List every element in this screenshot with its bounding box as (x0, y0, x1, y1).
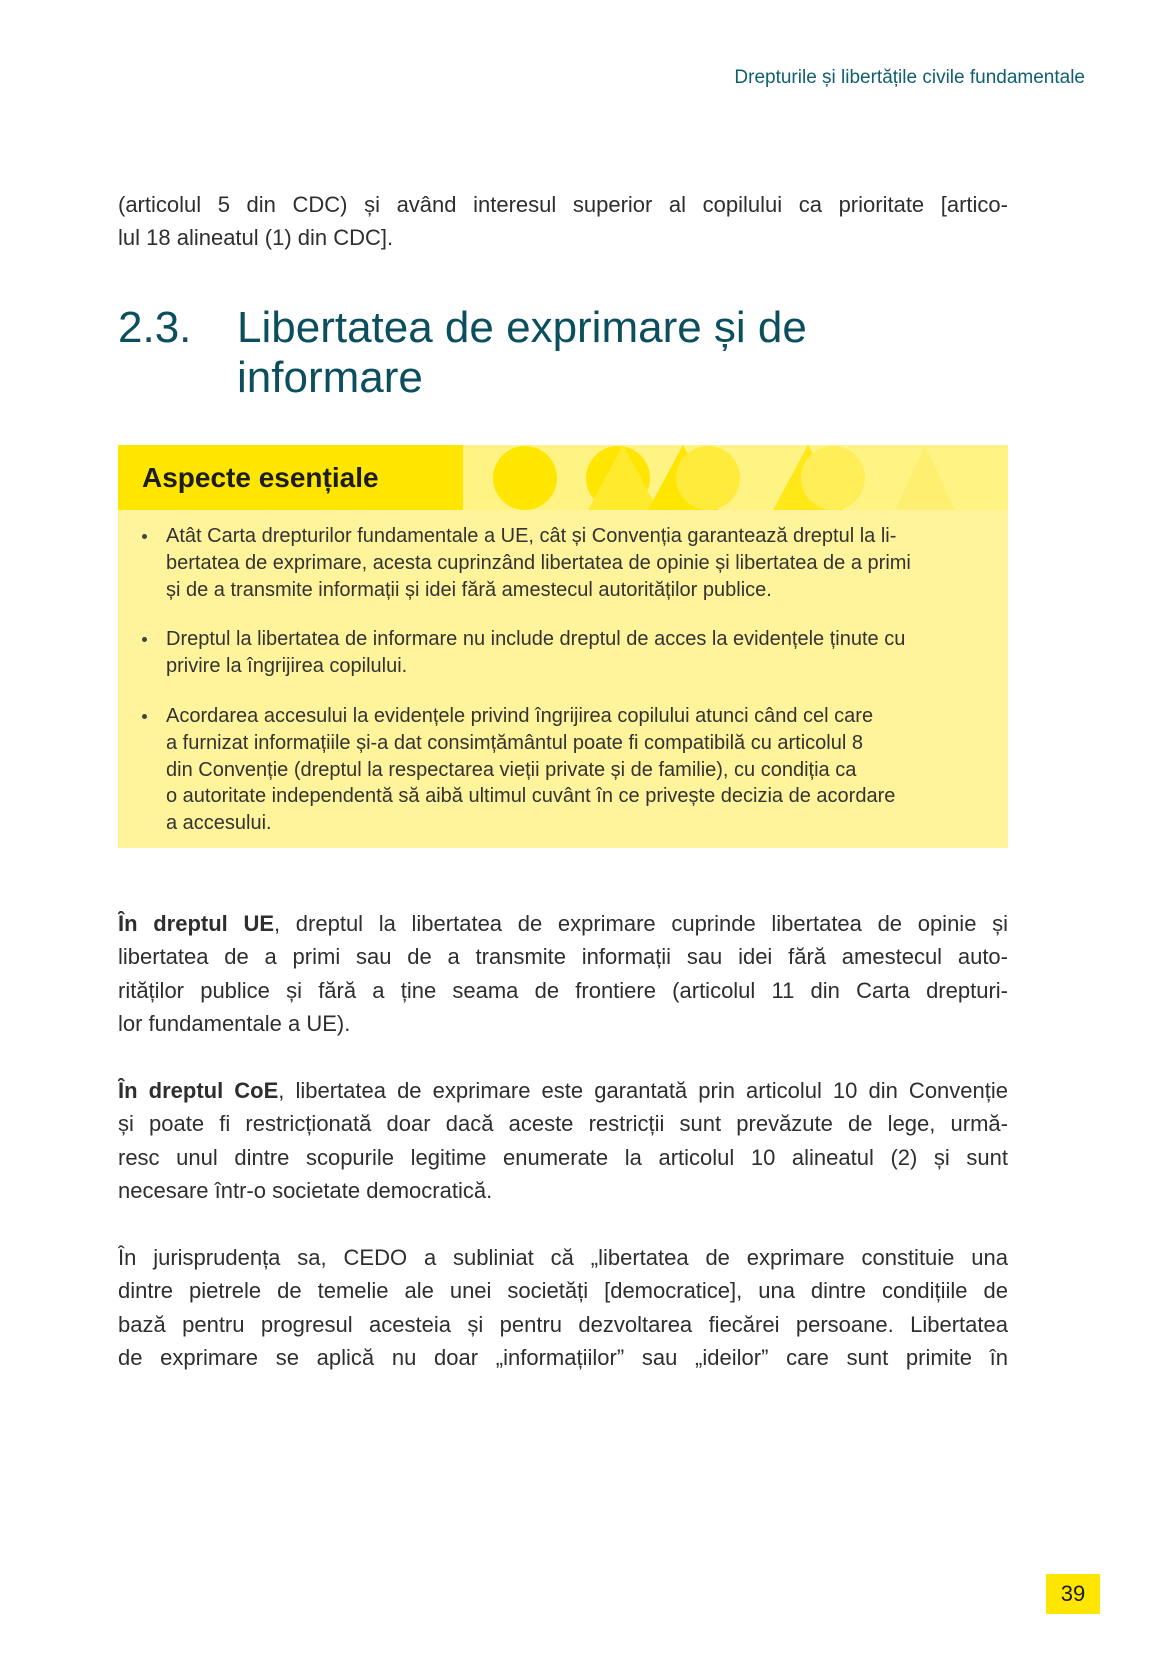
intro-line: (articolul 5 din CDC) și având interesul superior al copilului ca prioritate [artico- (118, 192, 1008, 217)
paragraph-coe-law (118, 1074, 1008, 1208)
paragraph-line: și poate fi restricționată doar dacă aceste restricții sunt prevăzute de lege, urmă- (118, 1111, 1008, 1137)
list-item-line: Atât Carta drepturilor fundamentale a UE, cât și Convenția garantează dreptul la li- (166, 525, 897, 547)
paragraph-ecthr-caselaw (118, 1241, 1008, 1375)
deco-circle-icon (493, 446, 557, 510)
paragraph-line: de exprimare se aplică nu doar „informațiilor” sau „ideilor” care sunt primite în (118, 1345, 1008, 1371)
list-item-line: și de a transmite informații și idei fără amestecul autorităților publice. (166, 578, 772, 601)
bullet-dot-icon (142, 534, 147, 539)
list-item-line: a accesului. (166, 812, 272, 835)
list-item-line: privire la îngrijirea copilului. (166, 655, 408, 678)
list-item-line: a furnizat informațiile și-a dat consimțământul poate fi compatibilă cu articolul 8 (166, 731, 863, 754)
page-number: 39 (1046, 1574, 1100, 1614)
key-points-title: Aspecte esențiale (142, 462, 379, 493)
section-title (237, 303, 807, 403)
key-points-header (118, 445, 1008, 510)
paragraph-line: resc unul dintre scopurile legitime enumerate la articolul 10 alineatul (2) și sunt (118, 1144, 1008, 1170)
section-title-line: informare (237, 353, 423, 402)
paragraph-line: bază pentru progresul acesteia și pentru dezvoltarea fiecărei persoane. Libertatea (118, 1311, 1008, 1337)
key-points-list (118, 510, 1008, 837)
paragraph-line: În jurisprudența sa, CEDO a subliniat că „libertatea de exprimare constituie una (118, 1244, 1008, 1270)
paragraph-lead: În dreptul UE (118, 911, 275, 936)
decorative-shapes (463, 445, 1008, 510)
deco-circle-icon (676, 446, 740, 510)
paragraph-line: dintre pietrele de temelie ale unei societăți [democratice], una dintre condițiile de (118, 1278, 1008, 1304)
list-item-line: o autoritate independentă să aibă ultimul cuvânt în ce privește decizia de acordare (166, 785, 896, 808)
list-item (118, 703, 1008, 837)
paragraph-line (118, 907, 1008, 940)
intro-paragraph (118, 188, 1008, 255)
section-title-line: Libertatea de exprimare și de (237, 303, 807, 352)
section-heading (118, 303, 1008, 403)
paragraph-line (118, 1074, 1008, 1107)
paragraph-line: lor fundamentale a UE). (118, 1011, 351, 1037)
list-item-line: Acordarea accesului la evidențele privind îngrijirea copilului atunci când cel care (166, 704, 874, 727)
running-header: Drepturile și libertățile civile fundamentale (734, 67, 1085, 88)
deco-circle-icon (801, 446, 865, 510)
paragraph-line-text: , libertatea de exprimare este garantată prin articolul 10 din Convenție (278, 1077, 1008, 1103)
list-item-line: bertatea de exprimare, acesta cuprinzând libertatea de opinie și libertatea de a primi (166, 551, 911, 574)
body-text (118, 907, 1008, 1408)
paragraph-line: necesare într-o societate democratică. (118, 1178, 493, 1204)
key-points-box (118, 445, 1008, 848)
paragraph-line: libertatea de a primi sau de a transmite informații sau idei fără amestecul auto- (118, 944, 1008, 970)
list-item (118, 626, 1008, 680)
paragraph-eu-law (118, 907, 1008, 1041)
paragraph-line: rităților publice și fără a ține seama de frontiere (articolul 11 din Carta drepturi- (118, 977, 1008, 1003)
bullet-dot-icon (142, 714, 147, 719)
list-item-line: din Convenție (dreptul la respectarea vieții private și de familie), cu condiția ca (166, 758, 857, 781)
section-number: 2.3. (118, 303, 192, 352)
paragraph-lead: În dreptul CoE (118, 1077, 279, 1103)
intro-line: lul 18 alineatul (1) din CDC]. (118, 225, 394, 251)
list-item (118, 523, 1008, 603)
paragraph-line-text: , dreptul la libertatea de exprimare cuprinde libertatea de opinie și (274, 911, 1008, 936)
bullet-dot-icon (142, 637, 147, 642)
list-item-line: Dreptul la libertatea de informare nu include dreptul de acces la evidențele ținute cu (166, 628, 906, 651)
